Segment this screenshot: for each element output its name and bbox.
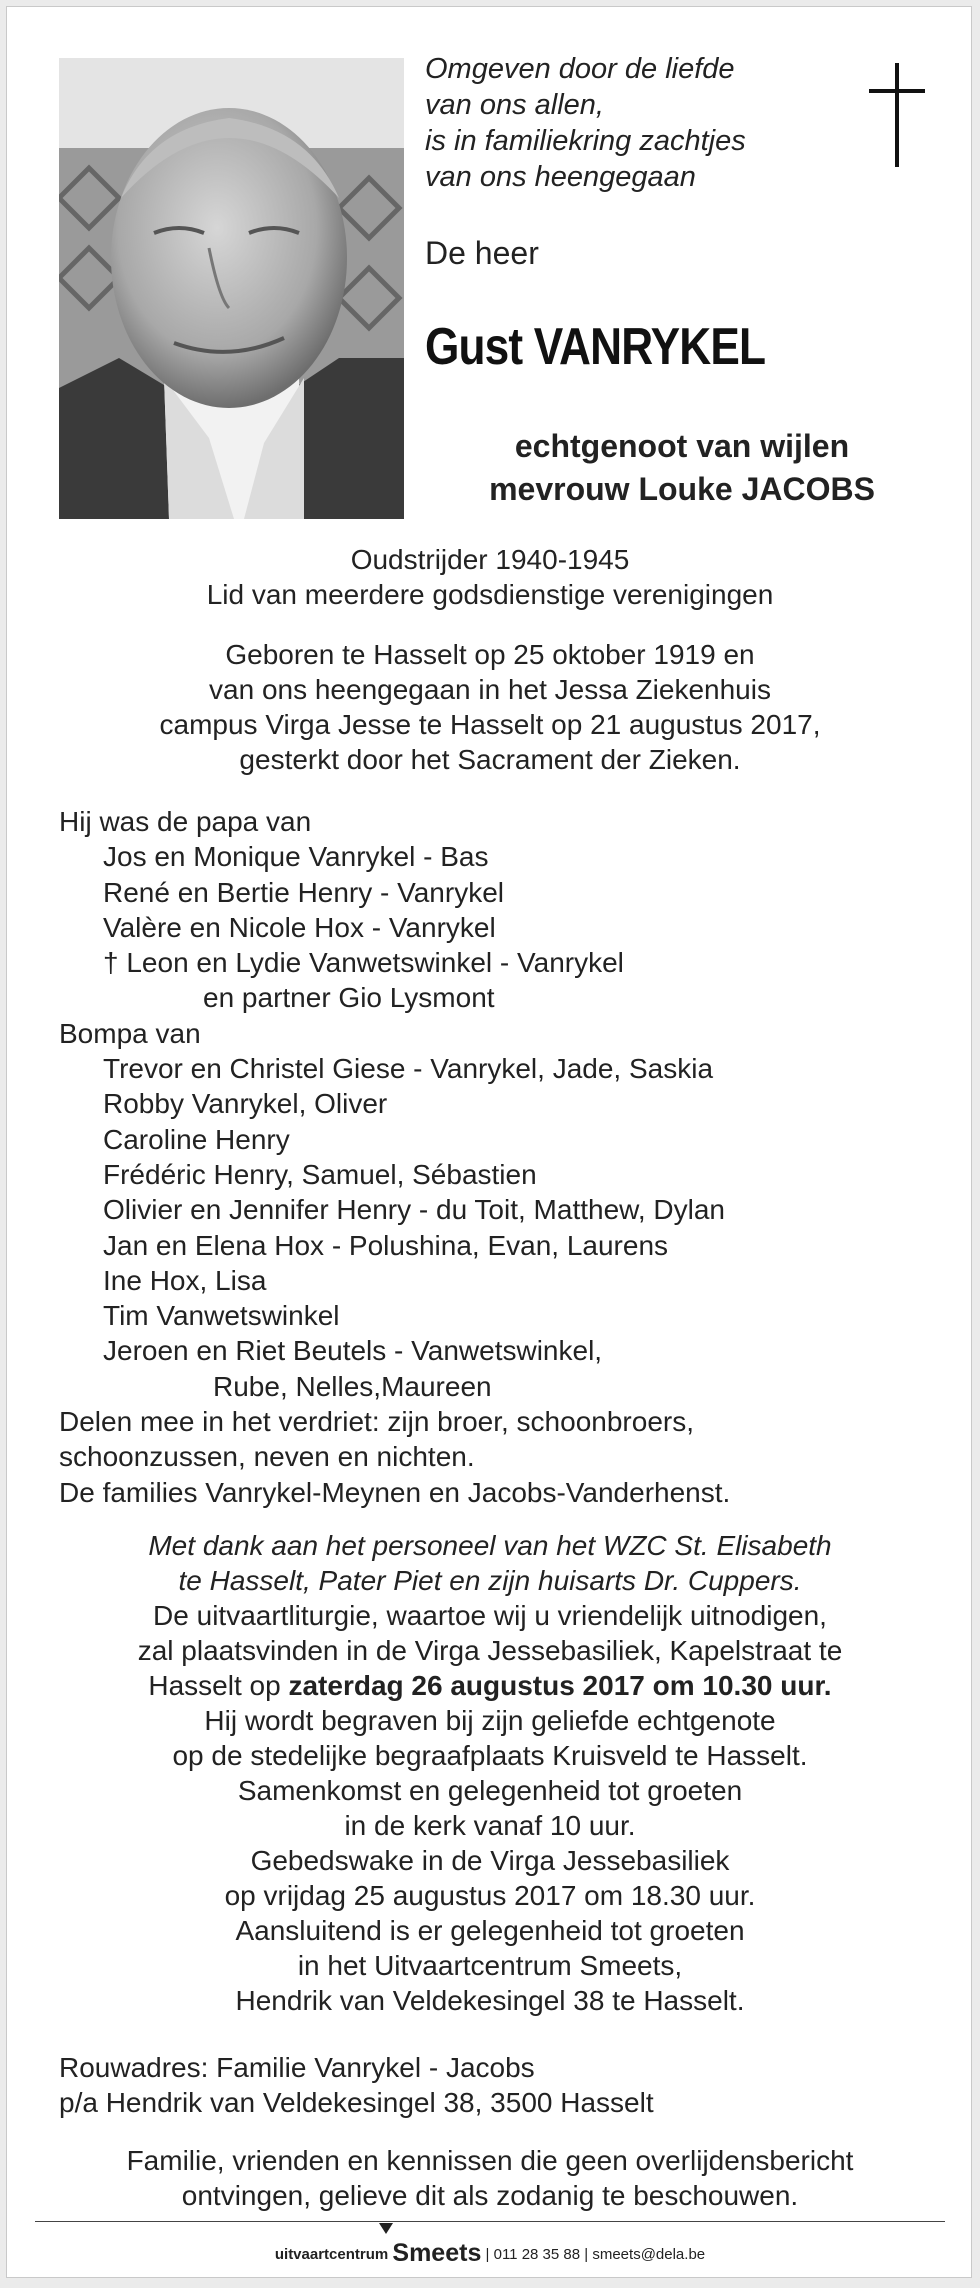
role-line: Lid van meerdere godsdienstige verenigingen — [206, 579, 774, 610]
address-block — [59, 2050, 654, 2121]
funeral-date: zaterdag 26 augustus 2017 om 10.30 uur. — [288, 1670, 832, 1701]
child-line: René en Bertie Henry - Vanrykel — [103, 876, 504, 908]
birth-line: campus Virga Jesse te Hasselt op 21 augustus 2017, — [159, 709, 821, 740]
bompa-heading: Bompa van — [59, 1017, 201, 1049]
funeral-line: Gebedswake in de Virga Jessebasiliek — [250, 1845, 730, 1876]
grandchild-line: Caroline Henry — [103, 1123, 290, 1155]
grandchild-line: Ine Hox, Lisa — [103, 1264, 267, 1296]
salutation: De heer — [425, 235, 539, 271]
funeral-block — [7, 1528, 973, 2018]
spouse-line: mevrouw Louke JACOBS — [489, 471, 875, 507]
others-line: schoonzussen, neven en nichten. — [59, 1441, 475, 1473]
thanks-line: te Hasselt, Pater Piet en zijn huisarts Dr. Cuppers. — [178, 1565, 802, 1596]
birth-line: Geboren te Hasselt op 25 oktober 1919 en — [225, 639, 755, 670]
address-line: Rouwadres: Familie Vanrykel - Jacobs — [59, 2052, 535, 2083]
family-block — [59, 804, 730, 1510]
child-line-extra: en partner Gio Lysmont — [203, 982, 495, 1014]
footer — [7, 2239, 973, 2268]
portrait-image — [59, 58, 404, 519]
funeral-line: Samenkomst en gelegenheid tot groeten — [237, 1775, 743, 1806]
closing-line: ontvingen, gelieve dit als zodanig te beschouwen. — [181, 2180, 799, 2211]
funeral-line: in het Uitvaartcentrum Smeets, — [297, 1950, 683, 1981]
intro-line: is in familiekring zachtjes — [425, 125, 746, 157]
grandchild-line-extra: Rube, Nelles,Maureen — [213, 1370, 492, 1402]
roles-block — [7, 542, 973, 612]
birth-block — [7, 637, 973, 777]
spouse-info — [437, 425, 927, 511]
closing-line: Familie, vrienden en kennissen die geen overlijdensbericht — [126, 2145, 854, 2176]
child-line: Jos en Monique Vanrykel - Bas — [103, 841, 489, 873]
papa-heading: Hij was de papa van — [59, 806, 312, 837]
footer-brand-prefix: uitvaartcentrum — [274, 2246, 389, 2263]
grandchild-line: Robby Vanrykel, Oliver — [103, 1088, 388, 1120]
intro-line: van ons heengegaan — [425, 161, 696, 193]
birth-line: van ons heengegaan in het Jessa Ziekenhuis — [209, 674, 771, 705]
funeral-date-prefix: Hasselt op — [148, 1670, 289, 1701]
footer-phone[interactable]: 011 28 35 88 — [493, 2246, 581, 2263]
intro-text — [425, 51, 746, 195]
deceased-name: Gust VANRYKEL — [425, 318, 766, 376]
triangle-down-icon — [379, 2223, 393, 2234]
spouse-line: echtgenoot van wijlen — [514, 428, 850, 464]
funeral-line: De uitvaartliturgie, waartoe wij u vriendelijk uitnodigen, — [153, 1600, 827, 1631]
funeral-line: Hij wordt begraven bij zijn geliefde echtgenote — [204, 1705, 776, 1736]
obituary-card — [6, 6, 972, 2278]
footer-brand-name: Smeets — [392, 2239, 482, 2267]
funeral-line: Hendrik van Veldekesingel 38 te Hasselt. — [235, 1985, 745, 2016]
funeral-line: Aansluitend is er gelegenheid tot groeten — [235, 1915, 745, 1946]
funeral-date-line — [7, 1668, 973, 1703]
cross-icon — [869, 63, 925, 167]
grandchild-line: Jan en Elena Hox - Polushina, Evan, Laurens — [103, 1229, 669, 1261]
address-line: p/a Hendrik van Veldekesingel 38, 3500 Hasselt — [59, 2087, 654, 2119]
child-line: Valère en Nicole Hox - Vanrykel — [103, 911, 496, 943]
funeral-line: zal plaatsvinden in de Virga Jessebasiliek, Kapelstraat te — [137, 1635, 843, 1666]
others-line: De families Vanrykel-Meynen en Jacobs-Vanderhenst. — [59, 1476, 731, 1508]
grandchild-line: Trevor en Christel Giese - Vanrykel, Jade, Saskia — [103, 1053, 714, 1085]
child-line: † Leon en Lydie Vanwetswinkel - Vanrykel — [103, 947, 624, 979]
funeral-line: op vrijdag 25 augustus 2017 om 18.30 uur. — [224, 1880, 756, 1911]
funeral-line: op de stedelijke begraafplaats Kruisveld te Hasselt. — [172, 1740, 808, 1771]
intro-line: van ons allen, — [425, 89, 604, 121]
footer-divider — [35, 2221, 945, 2222]
role-line: Oudstrijder 1940-1945 — [350, 544, 630, 575]
birth-line: gesterkt door het Sacrament der Zieken. — [239, 744, 741, 775]
funeral-line: in de kerk vanaf 10 uur. — [344, 1810, 636, 1841]
portrait-photo — [59, 58, 404, 519]
grandchild-line: Olivier en Jennifer Henry - du Toit, Matthew, Dylan — [103, 1194, 725, 1226]
thanks-line: Met dank aan het personeel van het WZC St. Elisabeth — [148, 1530, 832, 1561]
closing-block — [7, 2143, 973, 2213]
grandchild-line: Jeroen en Riet Beutels - Vanwetswinkel, — [103, 1335, 603, 1367]
footer-separator: | — [584, 2246, 589, 2263]
grandchild-line: Frédéric Henry, Samuel, Sébastien — [103, 1158, 537, 1190]
footer-separator: | — [485, 2246, 490, 2263]
grandchild-line: Tim Vanwetswinkel — [103, 1300, 340, 1332]
intro-line: Omgeven door de liefde — [425, 53, 735, 85]
footer-email[interactable]: smeets@dela.be — [592, 2246, 706, 2263]
others-line: Delen mee in het verdriet: zijn broer, schoonbroers, — [59, 1406, 694, 1438]
